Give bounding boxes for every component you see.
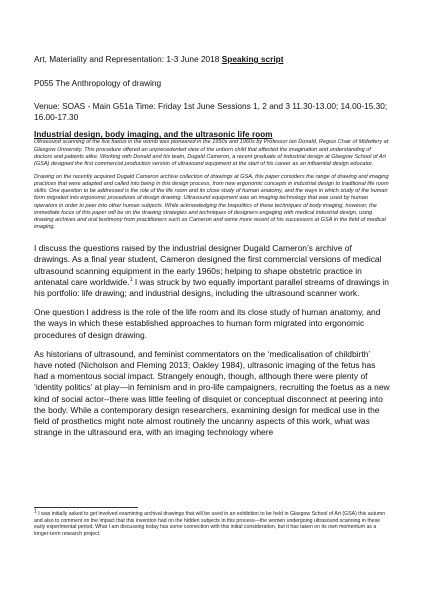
abstract-paragraph: Drawing on the recently acquired Dugald Cameron archive collection of drawings at GSA, this paper considers the range of drawing and imaging practices that were adapted and called into being in this design process, from new ergonomic concepts in industrial design to traditional life room skills. One question to be addressed is the role of the life room and its close study of human anatomy, and the ways in which study of the human form migrated into ergonomic procedures of design drawing. Ultrasound equipment was an imaging technology that was used by human operators in order to peer into other human subjects. While acknowledging the biopolitics of these techniques of body imaging, however, the immediate focus of this paper will be on the drawing strategies and techniques of designers engaging with medical industrial design, using drawing archives and oral testimony from practitioners such as Cameron and some more recent of his successors at GSA in the field of medical imaging. (34, 174, 389, 231)
footnote-divider (34, 507, 138, 508)
document-page (34, 40, 390, 439)
venue-time: Venue: SOAS - Main G51a Time: Friday 1st June Sessions 1, 2 and 3 11.30-13.00; 14.00-15.30; 16.00-17.30 (34, 101, 388, 122)
body-paragraph: One question I address is the role of the life room and its close study of human anatomy, and the ways in which these established approaches to human form migrated into ergonomic procedures of design drawing. (34, 307, 381, 340)
footnote-reference[interactable]: 1 (129, 277, 133, 284)
course-title: P055 The Anthropology of drawing (34, 77, 162, 88)
body-text: I discuss the questions raised by the industrial designer Dugald Cameron’s archive of drawings. As a final year student, Cameron designed the first commercial versions of medical ultrasound scanning equipment in the early 1960s; helping to shape obstetric practice in antenatal care worldwide. (34, 243, 382, 287)
abstract-paragraph: Ultrasound scanning of the live foetus in the womb was pioneered in the 1950s and 1960s by Professor Ian Donald, Regius Chair of Midwifery at Glasgow University. This procedure offered an unprecedented view of the unborn child that affected the imagination and understanding of doctors and patients alike. Working with Donald and his team, Dugald Cameron, a recent graduate of industrial design at Glasgow School of Art (GSA) designed the first commercial production version of ultrasound equipment at the start of his career as an influential design educator. (34, 139, 389, 167)
body-text: I was struck by two equally important parallel streams of drawings in his portfolio: life drawing; and industrial designs, including the ultrasound scanner work. (34, 276, 389, 299)
section-heading: Industrial design, body imaging, and the ultrasonic life room (34, 130, 273, 140)
body-paragraph (34, 243, 390, 299)
speaking-script-label: Speaking script (221, 54, 284, 64)
footnote-text: I was initially asked to get involved examining archival drawings that will be used in an exhibition to be held in Glasgow School of Art (GSA) this autumn and also to comment on the impact that this invention had on the hidden subjects in this process—the women undergoing ultrasound scanning in these early experimental period. What I am discussing today has some connection with this initial consideration, but it has taken on its own momentum as a longer-term research project. (34, 511, 386, 537)
footnote-marker: 1 (34, 508, 37, 515)
footnote (34, 508, 390, 537)
body-paragraph: As historians of ultrasound, and feminist commentators on the ‘medicalisation of childbirth’ have noted (Nicholson and Fleming 2013; Oakley 1984), ultrasonic imaging of the fetus has had a momentous social impact. Strangely enough, though, although there were plenty of ‘identity politics’ at play—in feminism and in pro-life campaigners, recruiting the foetus as a new kind of social actor--there was little feeling of disquiet or conceptual disconnect at peering into the body. While a contemporary design researchers, examining design for medical use in the field of prosthetics might note almost routinely the uncanny aspects of this work, what was strange in the ultrasound era, with an imaging technology where (34, 348, 390, 438)
conference-title (34, 54, 390, 65)
conference-name: Art, Materiality and Representation: 1-3 June 2018 (34, 54, 220, 64)
